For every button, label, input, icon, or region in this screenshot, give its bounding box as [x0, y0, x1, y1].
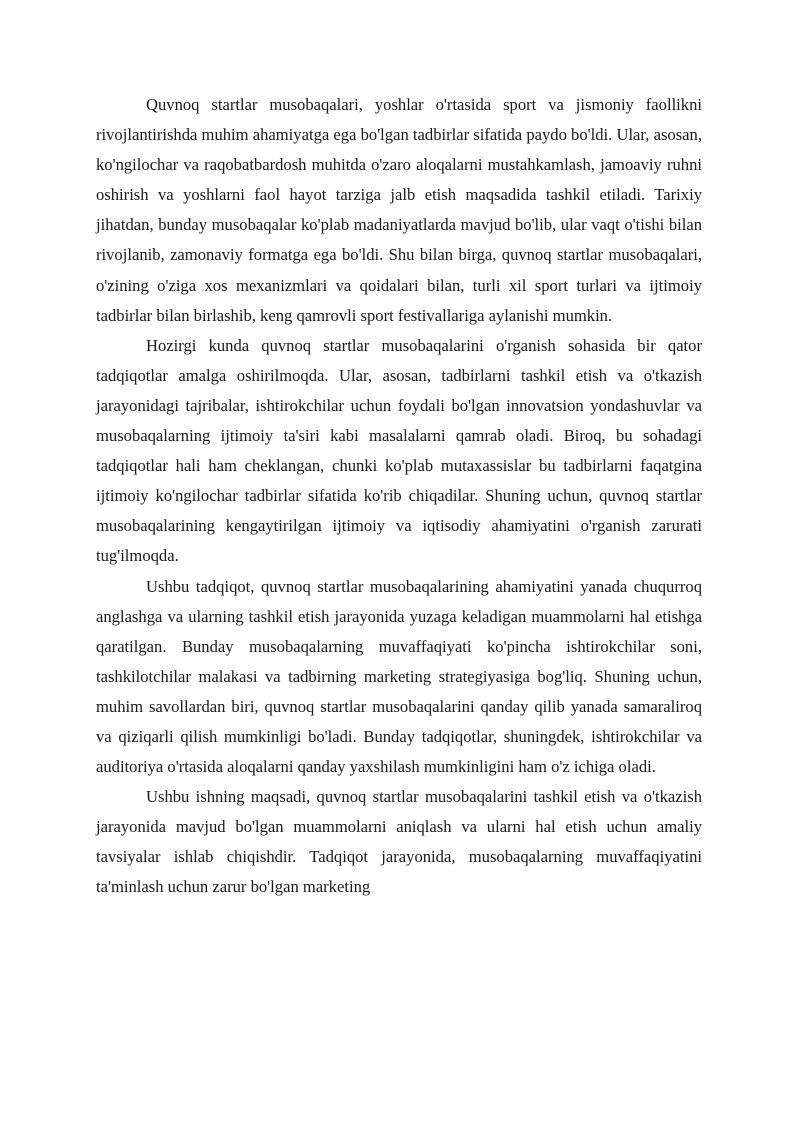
document-page: [96, 90, 702, 903]
paragraph-1: Quvnoq startlar musobaqalari, yoshlar o'rtasida sport va jismoniy faollikni rivojlantirishda muhim ahamiyatga ega bo'lgan tadbirlar sifatida paydo bo'ldi. Ular, asosan, ko'ngilochar va raqobatbardosh muhitda o'zaro aloqalarni mustahkamlash, jamoaviy ruhni oshirish va yoshlarni faol hayot tarziga jalb etish maqsadida tashkil etiladi. Tarixiy jihatdan, bunday musobaqalar ko'plab madaniyatlarda mavjud bo'lib, ular vaqt o'tishi bilan rivojlanib, zamonaviy formatga ega bo'ldi. Shu bilan birga, quvnoq startlar musobaqalari, o'zining o'ziga xos mexanizmlari va qoidalari bilan, turli xil sport turlari va ijtimoiy tadbirlar bilan birlashib, keng qamrovli sport festivallariga aylanishi mumkin.: [96, 95, 702, 325]
paragraph-3: Ushbu tadqiqot, quvnoq startlar musobaqalarining ahamiyatini yanada chuqurroq anglashga va ularning tashkil etish jarayonida yuzaga keladigan muammolarni hal etishga qaratilgan. Bunday musobaqalarning muvaffaqiyati ko'pincha ishtirokchilar soni, tashkilotchilar malakasi va tadbirning marketing strategiyasiga bog'liq. Shuning uchun, muhim savollardan biri, quvnoq startlar musobaqalarini qanday qilib yanada samaraliroq va qiziqarli qilish mumkinligi bo'ladi. Bunday tadqiqotlar, shuningdek, ishtirokchilar va auditoriya o'rtasida aloqalarni qanday yaxshilash mumkinligini ham o'z ichiga oladi.: [96, 576, 702, 777]
paragraph-2: Hozirgi kunda quvnoq startlar musobaqalarini o'rganish sohasida bir qator tadqiqotlar amalga oshirilmoqda. Ular, asosan, tadbirlarni tashkil etish va o'tkazish jarayonidagi tajribalar, ishtirokchilar uchun foydali bo'lgan innovatsion yondashuvlar va musobaqalarning ijtimoiy ta'siri kabi masalalarni qamrab oladi. Biroq, bu sohadagi tadqiqotlar hali ham cheklangan, chunki ko'plab mutaxassislar bu tadbirlarni faqatgina ijtimoiy ko'ngilochar tadbirlar sifatida ko'rib chiqadilar. Shuning uchun, quvnoq startlar musobaqalarining kengaytirilgan ijtimoiy va iqtisodiy ahamiyatini o'rganish zarurati tug'ilmoqda.: [96, 335, 702, 566]
paragraph-4: Ushbu ishning maqsadi, quvnoq startlar musobaqalarini tashkil etish va o'tkazish jarayonida mavjud bo'lgan muammolarni aniqlash va ularni hal etish uchun amaliy tavsiyalar ishlab chiqishdir. Tadqiqot jarayonida, musobaqalarning muvaffaqiyatini ta'minlash uchun zarur bo'lgan marketing: [96, 787, 702, 897]
